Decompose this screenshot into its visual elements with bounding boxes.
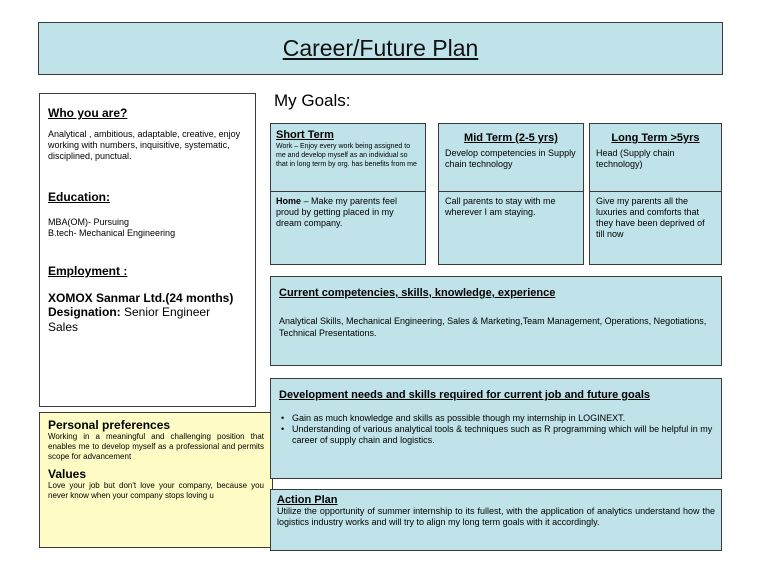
action-plan-heading: Action Plan <box>277 494 338 506</box>
education-line: MBA(OM)- Pursuing <box>48 217 130 227</box>
home-text: – Make my parents feel proud by getting placed in my dream company. <box>276 196 398 228</box>
designation-label: Designation: <box>48 305 121 319</box>
short-term-home <box>276 196 420 229</box>
profile-panel <box>39 93 256 407</box>
education-line: B.tech- Mechanical Engineering <box>48 228 176 238</box>
long-term-card <box>589 123 722 265</box>
competencies-text: Analytical Skills, Mechanical Engineering, Sales & Marketing,Team Management, Operations, Negotiations, Technical Presentations. <box>279 316 707 338</box>
preferences-panel <box>39 412 273 548</box>
mid-term-card <box>438 123 584 265</box>
company-name: XOMOX Sanmar Ltd.(24 months) <box>48 291 234 305</box>
development-item: • Understanding of various analytical tools & techniques such as R programming which will be helpful in my career of supply chain and logistics. <box>279 424 713 446</box>
development-item: • Gain as much knowledge and skills as possible though my internship in LOGINEXT. <box>279 413 713 424</box>
long-term-heading: Long Term >5yrs <box>611 132 700 144</box>
short-term-card <box>270 123 426 265</box>
development-list <box>279 413 713 446</box>
long-term-bottom <box>590 191 721 244</box>
designation <box>48 305 247 320</box>
education-list <box>48 217 247 239</box>
short-term-work-text: Work – Enjoy every work being assigned to me and develop myself as an individual so that in long term by org. has benefits from me <box>276 143 417 168</box>
values-heading: Values <box>48 467 87 481</box>
preferences-heading: Personal preferences <box>48 418 171 432</box>
short-term-heading: Short Term <box>276 129 334 141</box>
who-text: Analytical , ambitious, adaptable, creative, enjoy working with numbers, inquisitive, systematic, disciplined, punctual. <box>48 129 241 161</box>
short-term-bottom <box>271 191 425 233</box>
department: Sales <box>48 320 79 334</box>
mid-term-heading: Mid Term (2-5 yrs) <box>464 132 558 144</box>
action-plan-text: Utilize the opportunity of summer internship to its fullest, with the application of analytics understand how the logistics industry works and will try to align my long term goals with it accordingly. <box>277 506 715 527</box>
employment-heading: Employment : <box>48 264 128 278</box>
action-plan-panel <box>270 489 722 551</box>
who-heading: Who you are? <box>48 106 128 120</box>
long-term-top <box>590 124 721 191</box>
development-panel <box>270 378 722 479</box>
mid-term-top <box>439 124 583 191</box>
preferences-text: Working in a meaningful and challenging position that enables me to develop myself as a professional and permits scope for advancement <box>48 432 264 461</box>
mid-term-top-text: Develop competencies in Supply chain technology <box>445 148 576 169</box>
competencies-panel <box>270 276 722 366</box>
mid-term-bottom <box>439 191 583 222</box>
page-title: Career/Future Plan <box>282 35 479 61</box>
short-term-top <box>271 124 425 191</box>
goals-heading: My Goals: <box>274 91 351 110</box>
long-term-top-text: Head (Supply chain technology) <box>596 148 675 169</box>
development-heading: Development needs and skills required for current job and future goals <box>279 389 651 401</box>
mid-term-bottom-text: Call parents to stay with me wherever I am staying. <box>445 196 556 217</box>
education-heading: Education: <box>48 190 110 204</box>
long-term-bottom-text: Give my parents all the luxuries and comforts that they have been deprived of till now <box>596 196 705 239</box>
values-text: Love your job but don't love your company, because you never know when your company stops loving u <box>48 481 264 500</box>
competencies-heading: Current competencies, skills, knowledge, experience <box>279 287 556 299</box>
title-banner <box>38 22 723 75</box>
designation-value: Senior Engineer <box>120 305 211 319</box>
home-label: Home <box>276 196 302 206</box>
